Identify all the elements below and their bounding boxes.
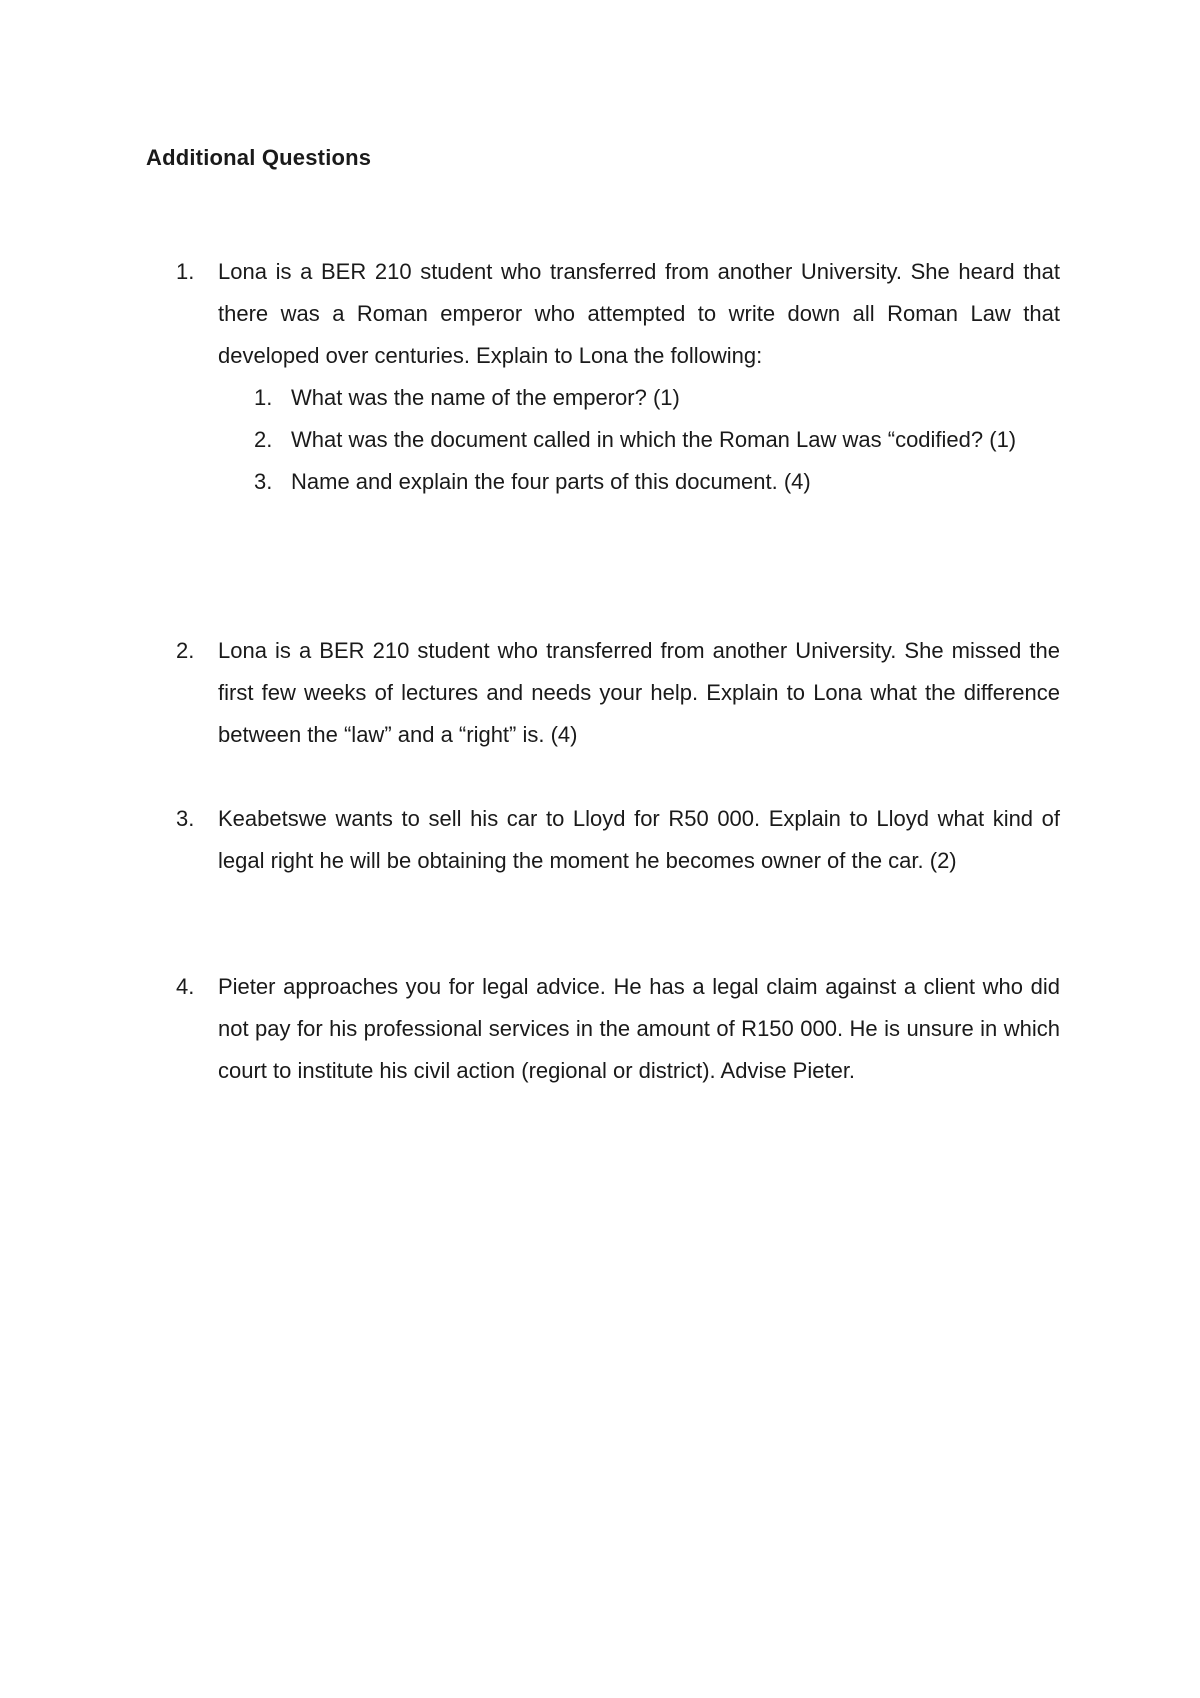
subquestion-item: [218, 419, 1060, 461]
question-number: 3.: [176, 806, 195, 831]
subquestion-item: [218, 461, 1060, 503]
question-number: 2.: [176, 638, 195, 663]
question-text: Pieter approaches you for legal advice. He has a legal claim against a client who did not pay for his professional services in the amount of R150 000. He is unsure in which court to institute his civil action (regional or district). Advise Pieter.: [218, 974, 1060, 1083]
subquestion-number: 1.: [254, 385, 273, 410]
subquestion-number: 2.: [254, 427, 273, 452]
subquestion-text: What was the document called in which the Roman Law was “codified? (1): [291, 427, 1017, 452]
question-text: Keabetswe wants to sell his car to Lloyd for R50 000. Explain to Lloyd what kind of legal right he will be obtaining the moment he becomes owner of the car. (2): [218, 806, 1060, 873]
subquestion-number: 3.: [254, 469, 273, 494]
question-text: Lona is a BER 210 student who transferred from another University. She missed the first few weeks of lectures and needs your help. Explain to Lona what the difference between the “law” and a “right” is. (4): [218, 638, 1060, 747]
question-2: [176, 630, 1060, 756]
question-number: 1.: [176, 259, 195, 284]
subquestion-text: Name and explain the four parts of this document. (4): [291, 469, 811, 494]
subquestion-item: [218, 377, 1060, 419]
question-4: [176, 966, 1060, 1092]
question-text: Lona is a BER 210 student who transferred from another University. She heard that there was a Roman emperor who attempted to write down all Roman Law that developed over centuries. Explain to Lona the following:: [218, 259, 1060, 368]
subquestion-list: [176, 377, 1060, 503]
question-3: [176, 798, 1060, 882]
question-number: 4.: [176, 974, 195, 999]
document-title: Additional Questions: [146, 145, 372, 170]
subquestion-text: What was the name of the emperor? (1): [291, 385, 680, 410]
question-1: [176, 251, 1060, 503]
